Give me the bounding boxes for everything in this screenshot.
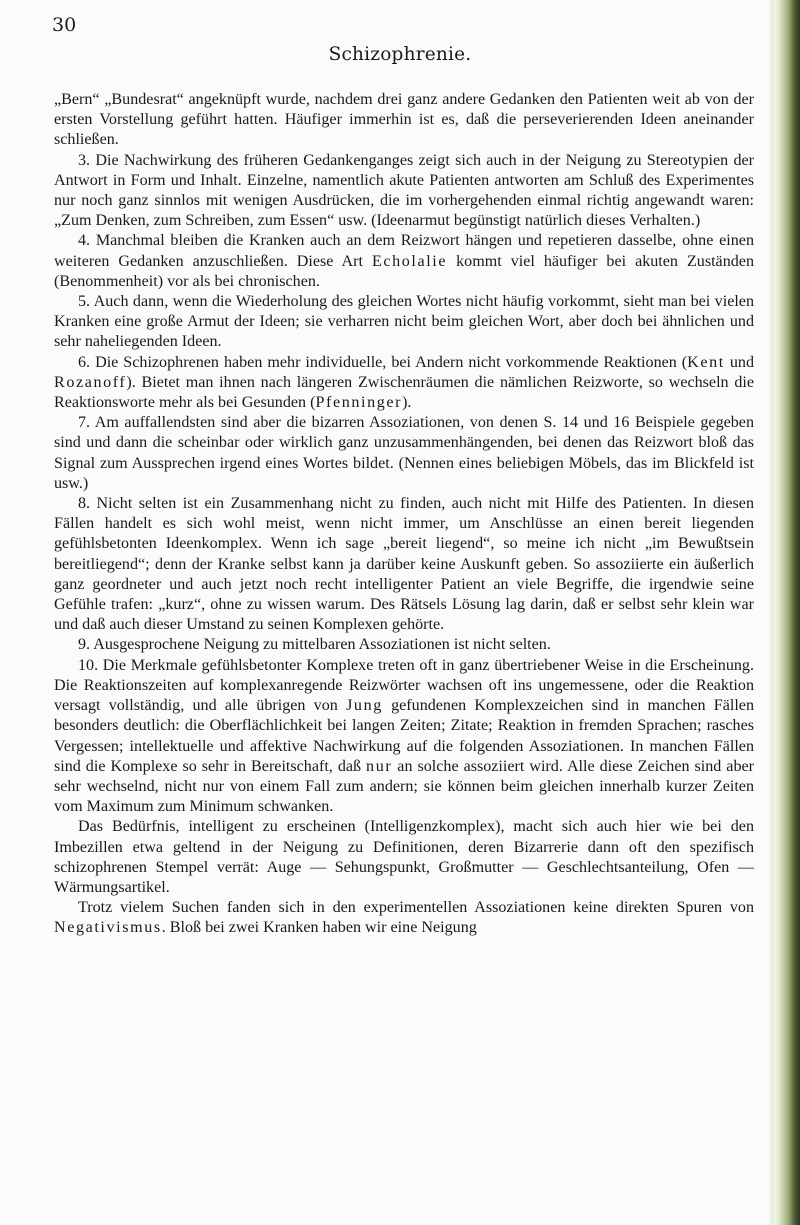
- paragraph-text: 9. Ausgesprochene Neigung zu mittelbaren Assoziationen ist nicht selten.: [78, 636, 551, 654]
- paragraph-text: gefundenen Komplexzeichen sind in manchen Fällen besonders deutlich: die Oberflächlichkeit bei langen Zeiten; Zitate; Reaktion in fremden Sprachen; rasches Vergessen; intellektuelle und affektive Nachwirkung auf die folgenden Assoziationen. In manchen Fällen sind die Komplexe so sehr in Bereitschaft, daß: [54, 697, 754, 775]
- paragraph-8: [54, 494, 754, 635]
- paragraph-9: [54, 635, 754, 655]
- spaced-term-echolalie: Echolalie: [371, 252, 448, 270]
- running-head: Schizophrenie.: [328, 44, 472, 65]
- paragraph-text: Das Bedürfnis, intelligent zu erscheinen (Intelligenzkomplex), macht sich auch hier wie bei den Imbezillen etwa geltend in der Neigung zu Definitionen, deren Bizarrerie dann oft den spezifisch schizophrenen Stempel verrät: Auge — Sehungspunkt, Großmutter — Geschlechtsanteilung, Ofen — Wärmungsartikel.: [54, 818, 754, 896]
- book-edge: [774, 0, 800, 1225]
- paragraph-text: „Bern“ „Bundesrat“ angeknüpft wurde, nachdem drei ganz andere Gedanken den Patienten weit ab von der ersten Vorstellung geführt hatten. Häufiger immerhin ist es, daß die perseverierenden Ideen aneinander schließen.: [54, 91, 754, 149]
- author-name-kent: Kent: [687, 353, 725, 371]
- paragraph-10: [54, 656, 754, 818]
- paragraph-7: [54, 413, 754, 494]
- paragraph-3: [54, 151, 754, 232]
- paragraph-5: [54, 292, 754, 353]
- paragraph-text: 3. Die Nachwirkung des früheren Gedankenganges zeigt sich auch in der Neigung zu Stereotypien der Antwort in Form und Inhalt. Einzelne, namentlich akute Patienten antworten am Schluß des Experimentes nur noch ganz sinnlos mit wenigen Ausdrücken, die im vorhergehenden einmal richtig angewandt waren: „Zum Denken, zum Schreiben, zum Essen“ usw. (Ideenarmut begünstigt natürlich dieses Verhalten.): [54, 151, 754, 230]
- author-name-pfenninger: Pfenninger: [315, 394, 403, 412]
- paragraph-text: Trotz vielem Suchen fanden sich in den experimentellen Assoziationen keine direkten Spuren von: [78, 899, 754, 917]
- spaced-term-negativismus: Negativismus: [54, 919, 162, 937]
- paragraph-text: 8. Nicht selten ist ein Zusammenhang nicht zu finden, auch nicht mit Hilfe des Patienten. In diesen Fällen handelt es sich wohl meist, wenn nicht immer, um Anschlüsse an einen bereit liegenden gefühlsbetonten Ideenkomplex. Wenn ich sage „bereit liegend“, so meine ich nicht „im Bewußtsein bereitliegend“; denn der Kranke selbst kann ja darüber keine Auskunft geben. So assoziierte ein äußerlich ganz geordneter und auch jetzt noch recht intelligenter Patient an viele Begriffe, die irgendwie seine Gefühle trafen: „kurz“, ohne zu wissen warum. Des Rätsels Lösung lag darin, daß er selbst sehr klein war und daß auch dieser Umstand zu seinen Komplexen gehörte.: [54, 495, 754, 634]
- paragraph-text: 4. Manchmal bleiben die Kranken auch an dem Reizwort hängen und repetieren dasselbe, ohne einen weiteren Gedanken anzuschließen. Diese Art: [54, 232, 754, 270]
- paragraph-4: [54, 231, 754, 292]
- paragraph-12: [54, 898, 754, 938]
- author-name-rozanoff: Rozanoff: [54, 373, 127, 391]
- author-name-jung: Jung: [346, 697, 383, 715]
- paragraph-text: 5. Auch dann, wenn die Wiederholung des gleichen Wortes nicht häufig vorkommt, sieht man bei vielen Kranken eine große Armut der Ideen; sie verharren nicht beim gleichen Wort, aber doch bei ähnlichen und sehr naheliegenden Ideen.: [54, 293, 754, 351]
- paragraph-text: und: [724, 353, 754, 371]
- paragraph-text: kommt viel häufiger bei akuten Zuständen (Benommenheit) vor als bei chronischen.: [54, 252, 754, 290]
- paragraph-text: an solche assoziiert wird. Alle diese Zeichen sind aber sehr wechselnd, nicht nur von einem Fall zum andern; sie können beim gleichen innerhalb kurzer Zeiten vom Maximum zum Minimum schwanken.: [54, 757, 754, 816]
- paragraph-text: 10. Die Merkmale gefühlsbetonter Komplexe treten oft in ganz übertriebener Weise in die Erscheinung. Die Reaktionszeiten auf komplexanregende Reizwörter wachsen oft ins ungemessene, oder die Reaktion versagt vollständig, und alle übrigen von: [54, 656, 754, 715]
- emphasis-nur: nur: [366, 757, 393, 775]
- paragraph-text: . Bloß bei zwei Kranken haben wir eine Neigung: [161, 919, 477, 937]
- paragraph-11: [54, 817, 754, 898]
- paragraph-6: [54, 353, 754, 414]
- paragraph-text: ).: [402, 394, 412, 412]
- paragraph-continuation: [54, 90, 754, 151]
- body-text: [54, 90, 754, 939]
- paragraph-text: 6. Die Schizophrenen haben mehr individuelle, bei Andern nicht vorkommende Reaktionen (: [78, 353, 688, 371]
- page-number: 30: [52, 14, 77, 36]
- paragraph-text: 7. Am auffallendsten sind aber die bizarren Assoziationen, von denen S. 14 und 16 Beispiele gegeben sind und dann die scheinbar oder wirklich ganz unzusammenhängenden, bei denen das Reizwort bloß das Signal zum Aussprechen irgend eines Wortes bildet. (Nennen eines beliebigen Möbels, das im Blickfeld ist usw.): [54, 414, 754, 492]
- paragraph-text: ). Bietet man ihnen nach längeren Zwischenräumen die nämlichen Reizworte, so wechseln die Reaktionsworte mehr als bei Gesunden (: [54, 373, 754, 412]
